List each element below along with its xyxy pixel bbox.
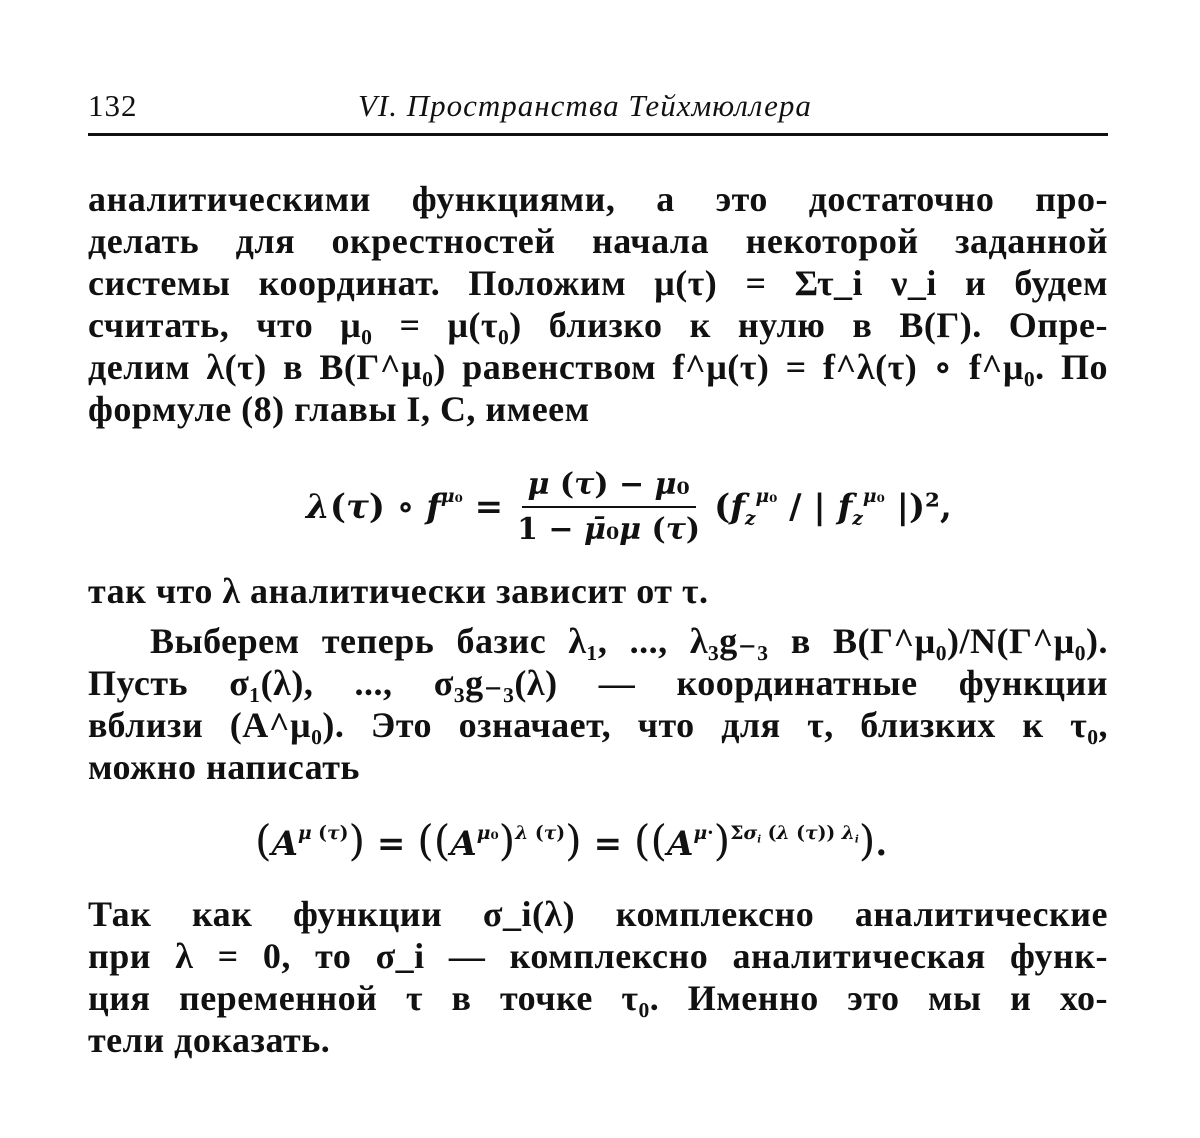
text-line: аналитическими функциями, а это достаточно про-	[88, 179, 1108, 219]
text-line: Выберем теперь базис λ₁, ..., λ₃g₋₃ в B(Γ^μ₀)/N(Γ^μ₀).	[150, 621, 1108, 661]
text-line: делать для окрестностей начала некоторой заданной	[88, 221, 1108, 261]
paragraph-2	[88, 570, 1108, 612]
formula-coordinates: $(A^{\mu (\tau)}) = ((A^{\mu_0})^{\lambda (\tau)}) = ((A^{\mu\cdot})^{\Sigma\sigma_i (\lambda (\tau)) \lambda_i})$.	[255, 816, 888, 866]
text-line: системы координат. Положим μ(τ) = Στ_i ν_i и будем	[88, 263, 1108, 303]
text-line: так что λ аналитически зависит от τ.	[88, 571, 709, 611]
text-line: делим λ(τ) в B(Γ^μ₀) равенством f^μ(τ) = f^λ(τ) ∘ f^μ₀. По	[88, 347, 1108, 387]
formula-lambda: λ(τ) ∘ $f^{\mu_0}$ = $\frac{\text{μ (τ) − μ₀}}{\text{1 − μ̄₀μ (τ)}}$ ($f_z^{\mu_0}$ / | $f_z^{\mu_0}$ |)²,	[306, 467, 952, 547]
text-line: тели доказать.	[88, 1020, 331, 1060]
paragraph-3	[88, 620, 1108, 788]
text-line: Так как функции σ_i(λ) комплексно аналитические	[88, 894, 1108, 934]
text-line: при λ = 0, то σ_i — комплексно аналитическая функ-	[88, 936, 1108, 976]
text-line: считать, что μ₀ = μ(τ₀) близко к нулю в B(Γ). Опре-	[88, 305, 1108, 345]
paragraph-1	[88, 178, 1108, 430]
text-line: можно написать	[88, 747, 360, 787]
text-line: ция переменной τ в точке τ₀. Именно это мы и хо-	[88, 978, 1108, 1018]
paragraph-4	[88, 893, 1108, 1061]
page-number: 132	[88, 88, 138, 123]
text-line: формуле (8) главы I, C, имеем	[88, 389, 590, 429]
header-rule	[88, 133, 1108, 136]
running-head	[88, 88, 1108, 128]
text-line: Пусть σ₁(λ), ..., σ₃g₋₃(λ) — координатные функции	[88, 663, 1108, 703]
text-line: вблизи (A^μ₀). Это означает, что для τ, близких к τ₀,	[88, 705, 1108, 745]
chapter-title: VI. Пространства Тейхмюллера	[358, 88, 812, 123]
